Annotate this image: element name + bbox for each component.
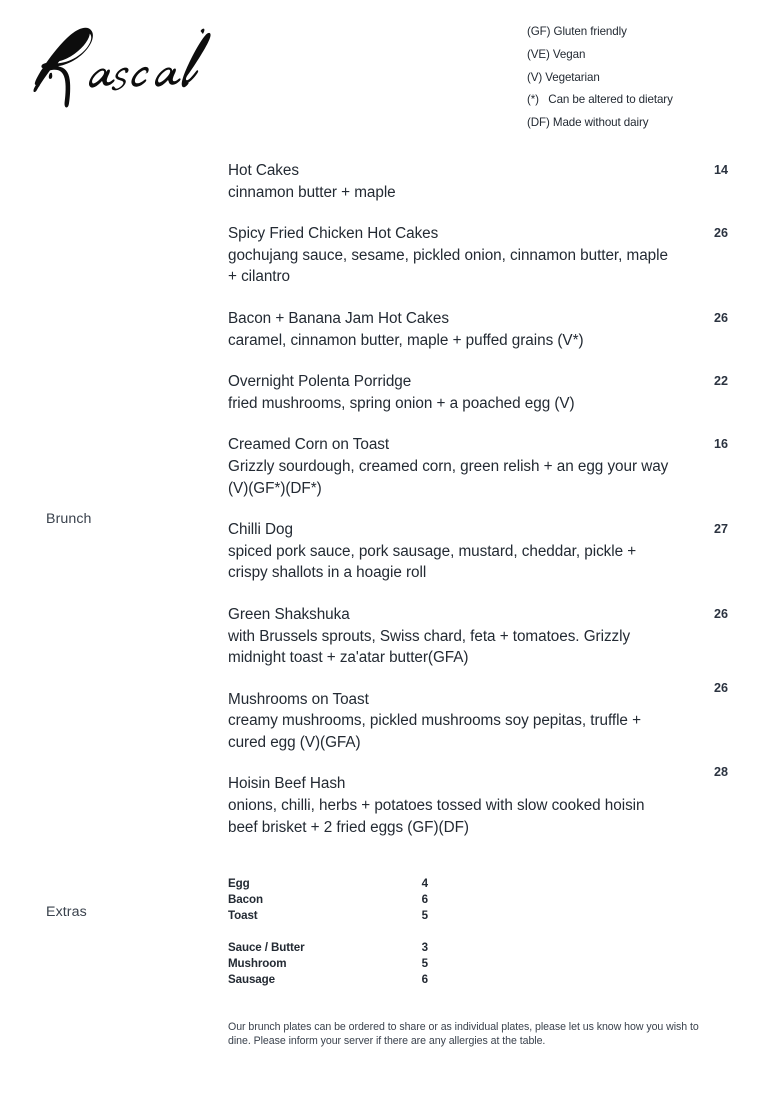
menu-item-head	[228, 680, 728, 711]
menu-item-description: onions, chilli, herbs + potatoes tossed with slow cooked hoisin beef brisket + 2 fried eggs (GF)(DF)	[228, 797, 645, 836]
extras-row	[228, 892, 428, 908]
extras-item-price: 5	[421, 909, 428, 923]
menu-item-head	[228, 519, 728, 541]
menu-item-head	[228, 371, 728, 393]
menu-item	[228, 680, 728, 754]
menu-item-description: fried mushrooms, spring onion + a poached egg (V)	[228, 394, 575, 412]
extras-item-price: 3	[421, 940, 428, 954]
extras-item-name: Sauce / Butter	[228, 940, 305, 954]
menu-item-head	[228, 604, 728, 626]
extras-item-price: 5	[421, 956, 428, 970]
extras-item-name: Toast	[228, 909, 258, 923]
menu-item-head	[228, 434, 728, 456]
extras-item-name: Mushroom	[228, 956, 287, 970]
menu-item-title: Hot Cakes	[228, 162, 299, 179]
menu-item-price: 16	[713, 437, 728, 452]
extras-row	[228, 908, 428, 924]
menu-item	[228, 765, 728, 838]
legend-item: (DF) Made without dairy	[527, 116, 649, 130]
menu-item-description: caramel, cinnamon butter, maple + puffed grains (V*)	[228, 331, 584, 349]
menu-item	[228, 371, 728, 414]
section-label-brunch: Brunch	[46, 511, 92, 527]
menu-item-head	[228, 223, 728, 245]
menu-item-head	[228, 765, 728, 795]
menu-item-title: Mushrooms on Toast	[228, 690, 369, 708]
footer-note: Our brunch plates can be ordered to share or as individual plates, please let us know how you wish to dine. Please inform your server if there are any allergies at the table.	[228, 1021, 699, 1048]
extras-item-price: 6	[421, 973, 428, 987]
section-label-extras: Extras	[46, 904, 87, 920]
menu-item	[228, 604, 728, 669]
extras-item-name: Egg	[228, 877, 250, 890]
menu-item	[228, 160, 728, 203]
rascal-script-wordmark-icon	[22, 18, 232, 123]
legend-item: (GF) Gluten friendly	[527, 25, 627, 38]
menu-item-price: 26	[713, 680, 728, 695]
extras-list	[228, 876, 428, 1003]
extras-group	[228, 940, 428, 989]
menu-item-price: 22	[713, 374, 728, 389]
menu-item-head	[228, 160, 728, 182]
menu-item-title: Chilli Dog	[228, 521, 293, 539]
menu-item-title: Bacon + Banana Jam Hot Cakes	[228, 309, 449, 327]
menu-item-price: 26	[713, 226, 728, 241]
menu-item-price: 28	[713, 765, 728, 780]
menu-item-price: 14	[713, 163, 728, 177]
menu-item-description: spiced pork sauce, pork sausage, mustard, cheddar, pickle + crispy shallots in a hoagie roll	[228, 542, 637, 582]
menu-item-description: cinnamon butter + maple	[228, 183, 396, 201]
extras-item-price: 6	[421, 893, 428, 907]
extras-item-name: Sausage	[228, 973, 275, 987]
menu-item-description: with Brussels sprouts, Swiss chard, feta + tomatoes. Grizzly midnight toast + za'atar butter(GFA)	[228, 627, 631, 667]
legend-item: (VE) Vegan	[527, 47, 586, 61]
brunch-menu-list	[228, 160, 728, 858]
extras-row	[228, 956, 428, 972]
dietary-legend	[527, 21, 752, 135]
menu-item-title: Overnight Polenta Porridge	[228, 373, 412, 391]
extras-item-price: 4	[421, 877, 428, 890]
menu-item-price: 26	[713, 310, 728, 325]
page-header	[0, 0, 768, 150]
menu-item-head	[228, 308, 728, 330]
menu-item-title: Green Shakshuka	[228, 605, 350, 623]
menu-item-price: 27	[713, 522, 728, 537]
extras-row	[228, 940, 428, 956]
extras-group	[228, 876, 428, 925]
menu-item	[228, 223, 728, 288]
menu-item	[228, 519, 728, 584]
menu-item-description: gochujang sauce, sesame, pickled onion, cinnamon butter, maple + cilantro	[228, 246, 668, 286]
menu-item-title: Hoisin Beef Hash	[228, 775, 346, 793]
menu-item-description: Grizzly sourdough, creamed corn, green relish + an egg your way (V)(GF*)(DF*)	[228, 457, 669, 497]
menu-item	[228, 434, 728, 499]
menu-item-description: creamy mushrooms, pickled mushrooms soy pepitas, truffle + cured egg (V)(GFA)	[228, 712, 641, 751]
extras-item-name: Bacon	[228, 893, 263, 907]
legend-item: (V) Vegetarian	[527, 70, 600, 84]
menu-item-title: Spicy Fried Chicken Hot Cakes	[228, 225, 439, 243]
extras-row	[228, 876, 428, 892]
menu-item-price: 26	[713, 606, 728, 621]
menu-item	[228, 308, 728, 351]
extras-row	[228, 972, 428, 988]
menu-item-title: Creamed Corn on Toast	[228, 436, 390, 454]
legend-item: (*) Can be altered to dietary	[527, 93, 673, 107]
